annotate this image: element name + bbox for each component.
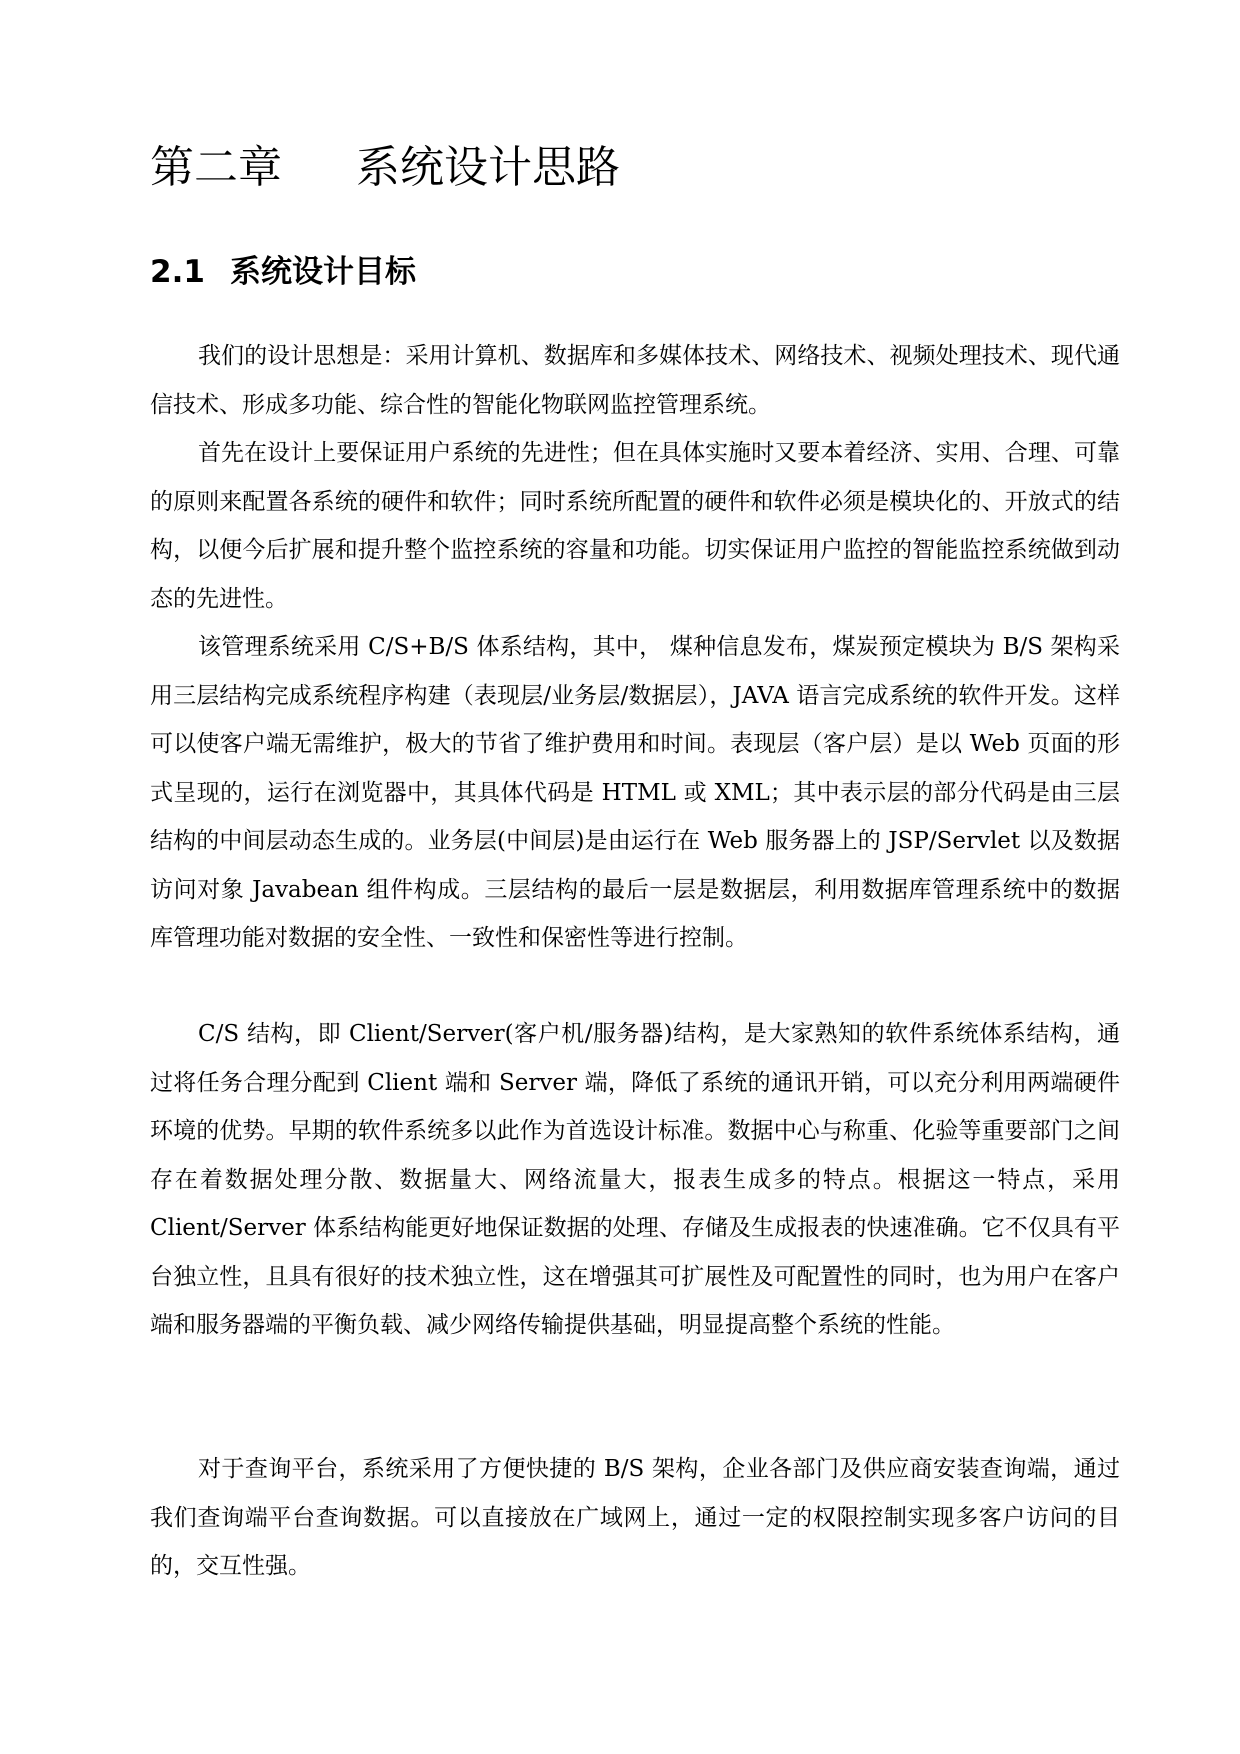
chapter-title: 系统设计思路 — [356, 142, 620, 193]
paragraph-cs-architecture: C/S 结构，即 Client/Server(客户机/服务器)结构，是大家熟知的软件系统体系结构，通过将任务合理分配到 Client 端和 Server 端，降低了系统的通讯开销，可以充分利用两端硬件环境的优势。早期的软件系统多以此作为首选设计标准。数据中心与称重、化验等重要部门之间存在着数据处理分散、数据量大、网络流量大，报表生成多的特点。根据这一特点，采用 Client/Server 体系结构能更好地保证数据的处理、存储及生成报表的快速准确。它不仅具有平台独立性，且具有很好的技术独立性，这在增强其可扩展性及可配置性的同时，也为用户在客户端和服务器端的平衡负载、减少网络传输提供基础，明显提高整个系统的性能。 — [150, 1021, 1120, 1338]
paragraph-query-platform: 对于查询平台，系统采用了方便快捷的 B/S 架构，企业各部门及供应商安装查询端，通过我们查询端平台查询数据。可以直接放在广域网上，通过一定的权限控制实现多客户访问的目的，交互性强。 — [150, 1456, 1120, 1579]
section-number: 2.1 — [150, 254, 205, 290]
chapter-heading — [150, 138, 620, 198]
section-heading — [150, 250, 416, 294]
paragraph-design-idea: 我们的设计思想是：采用计算机、数据库和多媒体技术、网络技术、视频处理技术、现代通信技术、形成多功能、综合性的智能化物联网监控管理系统。 — [150, 343, 1120, 418]
section-title: 系统设计目标 — [230, 254, 416, 290]
paragraph-bs-architecture: 该管理系统采用 C/S+B/S 体系结构，其中， 煤种信息发布，煤炭预定模块为 B/S 架构采用三层结构完成系统程序构建（表现层/业务层/数据层），JAVA 语言完成系统的软件开发。这样可以使客户端无需维护，极大的节省了维护费用和时间。表现层（客户层）是以 Web 页面的形式呈现的，运行在浏览器中，其具体代码是 HTML 或 XML；其中表示层的部分代码是由三层结构的中间层动态生成的。业务层(中间层)是由运行在 Web 服务器上的 JSP/Servlet 以及数据访问对象 Javabean 组件构成。三层结构的最后一层是数据层，利用数据库管理系统中的数据库管理功能对数据的安全性、一致性和保密性等进行控制。 — [150, 634, 1120, 951]
chapter-number: 第二章 — [150, 142, 282, 193]
paragraph-advancement: 首先在设计上要保证用户系统的先进性；但在具体实施时又要本着经济、实用、合理、可靠的原则来配置各系统的硬件和软件；同时系统所配置的硬件和软件必须是模块化的、开放式的结构，以便今后扩展和提升整个监控系统的容量和功能。切实保证用户监控的智能监控系统做到动态的先进性。 — [150, 440, 1120, 612]
